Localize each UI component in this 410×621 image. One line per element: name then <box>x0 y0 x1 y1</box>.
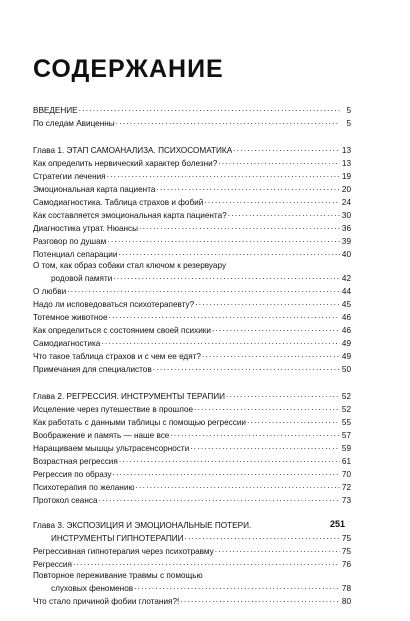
toc-entry <box>33 310 351 323</box>
toc-entry-title: Повторное переживание травмы с помощью <box>33 571 203 580</box>
toc-entry-page: 19 <box>341 172 351 181</box>
toc-entry-page: 42 <box>341 274 351 283</box>
toc-entry <box>33 493 351 506</box>
toc-entry <box>33 221 351 234</box>
toc-section <box>33 103 351 129</box>
toc-entry <box>33 195 351 208</box>
toc-entry-page: 36 <box>341 224 351 233</box>
toc-entry-title: Глава 1. ЭТАП САМОАНАЛИЗА. ПСИХОСОМАТИКА <box>33 146 233 155</box>
toc-entry <box>33 116 351 129</box>
toc-entry-page: 40 <box>341 250 351 259</box>
toc-entry-page: 78 <box>341 584 351 593</box>
dot-leader <box>156 182 340 193</box>
page-number: 251 <box>330 519 346 529</box>
toc-entry-title: Как работать с данными таблицы с помощью регрессии <box>33 418 246 427</box>
dot-leader <box>107 234 340 245</box>
toc-entry-title: ВВЕДЕНИЕ <box>33 106 78 115</box>
toc-entry-title: Регрессия по образу <box>33 470 112 479</box>
toc-entry-page: 72 <box>341 483 351 492</box>
toc-entry-page: 45 <box>341 300 351 309</box>
toc-entry-title: Надо ли исповедоваться психотерапевту? <box>33 300 195 309</box>
toc-entry <box>33 480 351 493</box>
toc-entry <box>33 234 351 247</box>
toc-entry-title: Диагностика утрат. Нюансы <box>33 224 139 233</box>
dot-leader <box>170 428 340 439</box>
toc-entry <box>33 441 351 454</box>
dot-leader <box>116 116 340 127</box>
toc-entry-title: О любви <box>33 287 67 296</box>
toc-entry-page: 61 <box>341 457 351 466</box>
dot-leader <box>202 349 340 360</box>
toc-entry-page: 75 <box>341 547 351 556</box>
toc-entry-page: 49 <box>341 352 351 361</box>
toc-entry-page: 30 <box>341 211 351 220</box>
dot-leader <box>226 389 340 400</box>
toc-entry-page: 20 <box>341 185 351 194</box>
toc-entry-page: 39 <box>341 237 351 246</box>
toc-entry-title: Примечания для специалистов <box>33 365 152 374</box>
toc-entry <box>33 182 351 195</box>
table-of-contents <box>33 103 351 621</box>
toc-entry <box>33 594 351 607</box>
dot-leader <box>73 557 340 568</box>
toc-entry-line <box>33 520 351 531</box>
dot-leader <box>185 531 340 542</box>
toc-entry-title: Потенциал сепарации <box>33 250 118 259</box>
toc-section <box>33 520 351 607</box>
toc-entry <box>33 156 351 169</box>
toc-entry-title: Что стало причиной фобии глотания?! <box>33 597 180 606</box>
dot-leader <box>153 362 340 373</box>
toc-entry-title: Тотемное животное <box>33 313 108 322</box>
toc-entry-title: Протокол сеанса <box>33 496 98 505</box>
toc-entry-title: Психотерапия по желанию <box>33 483 135 492</box>
toc-entry-page: 73 <box>341 496 351 505</box>
toc-entry-title: Что такое таблица страхов и с чем ее едят? <box>33 352 201 361</box>
toc-entry <box>33 581 351 594</box>
toc-entry-line <box>33 570 351 581</box>
toc-entry-page: 57 <box>341 431 351 440</box>
toc-entry <box>33 402 351 415</box>
dot-leader <box>107 169 340 180</box>
toc-entry-title: Глава 3. ЭКСПОЗИЦИЯ И ЭМОЦИОНАЛЬНЫЕ ПОТЕРИ. <box>33 521 252 530</box>
dot-leader <box>113 271 340 282</box>
toc-entry-page: 13 <box>341 159 351 168</box>
toc-entry-title: Регрессивная гипнотерапия через психотравму <box>33 547 214 556</box>
toc-entry-page: 50 <box>341 365 351 374</box>
toc-entry-page: 76 <box>341 560 351 569</box>
toc-entry-title: О том, как образ собаки стал ключом к резервуару <box>33 261 227 270</box>
toc-entry-title: Глава 2. РЕГРЕССИЯ. ИНСТРУМЕНТЫ ТЕРАПИИ <box>33 392 225 401</box>
dot-leader <box>233 143 340 154</box>
toc-entry-continuation: родовой памяти <box>51 274 113 283</box>
toc-entry-page: 13 <box>341 146 351 155</box>
dot-leader <box>204 195 340 206</box>
toc-entry-page: 75 <box>341 534 351 543</box>
dot-leader <box>67 284 340 295</box>
toc-entry-title: Стратегии лечения <box>33 172 106 181</box>
toc-entry <box>33 336 351 349</box>
toc-entry-title: Разговор по душам <box>33 237 107 246</box>
toc-entry-page: 52 <box>341 405 351 414</box>
toc-entry <box>33 143 351 156</box>
toc-entry-title: Самодиагностика. Таблица страхов и фобий <box>33 198 204 207</box>
dot-leader <box>119 454 340 465</box>
dot-leader <box>247 415 340 426</box>
toc-entry-page: 46 <box>341 326 351 335</box>
toc-entry <box>33 247 351 260</box>
toc-entry-title: Воображение и память — наше все <box>33 431 170 440</box>
dot-leader <box>134 581 340 592</box>
toc-entry <box>33 428 351 441</box>
toc-entry-title: Эмоциональная карта пациента <box>33 185 156 194</box>
toc-section <box>33 389 351 506</box>
toc-entry-page: 44 <box>341 287 351 296</box>
toc-entry <box>33 103 351 116</box>
toc-entry <box>33 271 351 284</box>
dot-leader <box>228 208 340 219</box>
toc-entry <box>33 454 351 467</box>
toc-entry <box>33 349 351 362</box>
toc-entry-title: Регрессия <box>33 560 72 569</box>
dot-leader <box>79 103 340 114</box>
toc-entry-page: 24 <box>341 198 351 207</box>
toc-entry-page: 59 <box>341 444 351 453</box>
toc-entry-page: 70 <box>341 470 351 479</box>
toc-entry <box>33 323 351 336</box>
toc-entry-continuation: ИНСТРУМЕНТЫ ГИПНОТЕРАПИИ <box>51 534 184 543</box>
dot-leader <box>101 336 340 347</box>
toc-entry <box>33 544 351 557</box>
toc-entry-page: 80 <box>341 597 351 606</box>
toc-entry-page: 5 <box>346 119 351 128</box>
toc-entry-title: Как определиться с состоянием своей психики <box>33 326 211 335</box>
toc-entry-line <box>33 260 351 271</box>
toc-entry-title: Наращиваем мышцы ультрасенсорности <box>33 444 190 453</box>
dot-leader <box>136 480 340 491</box>
toc-entry-title: Исцеление через путешествие в прошлое <box>33 405 194 414</box>
toc-entry-page: 46 <box>341 313 351 322</box>
dot-leader <box>180 594 340 605</box>
toc-entry-title: Самодиагностика <box>33 339 101 348</box>
toc-entry-title: По следам Авиценны <box>33 119 115 128</box>
dot-leader <box>212 323 340 334</box>
page-title: СОДЕРЖАНИЕ <box>33 55 224 83</box>
dot-leader <box>113 467 341 478</box>
toc-entry <box>33 284 351 297</box>
dot-leader <box>109 310 340 321</box>
dot-leader <box>195 297 340 308</box>
toc-entry-title: Возрастная регрессия <box>33 457 118 466</box>
toc-entry-page: 49 <box>341 339 351 348</box>
toc-entry <box>33 415 351 428</box>
toc-entry <box>33 297 351 310</box>
toc-entry-page: 52 <box>341 392 351 401</box>
dot-leader <box>118 247 340 258</box>
dot-leader <box>190 441 340 452</box>
toc-entry-page: 55 <box>341 418 351 427</box>
toc-entry <box>33 362 351 375</box>
toc-entry <box>33 467 351 480</box>
toc-entry-continuation: слуховых феноменов <box>51 584 134 593</box>
dot-leader <box>194 402 340 413</box>
dot-leader <box>139 221 340 232</box>
dot-leader <box>218 156 340 167</box>
toc-entry-title: Как составляется эмоциональная карта пациента? <box>33 211 227 220</box>
toc-section <box>33 143 351 375</box>
toc-entry-page: 5 <box>346 106 351 115</box>
toc-entry-title: Как определить нервический характер болезни? <box>33 159 218 168</box>
dot-leader <box>215 544 340 555</box>
toc-entry <box>33 389 351 402</box>
dot-leader <box>99 493 341 504</box>
toc-entry <box>33 169 351 182</box>
toc-entry <box>33 531 351 544</box>
toc-entry <box>33 208 351 221</box>
toc-entry <box>33 557 351 570</box>
